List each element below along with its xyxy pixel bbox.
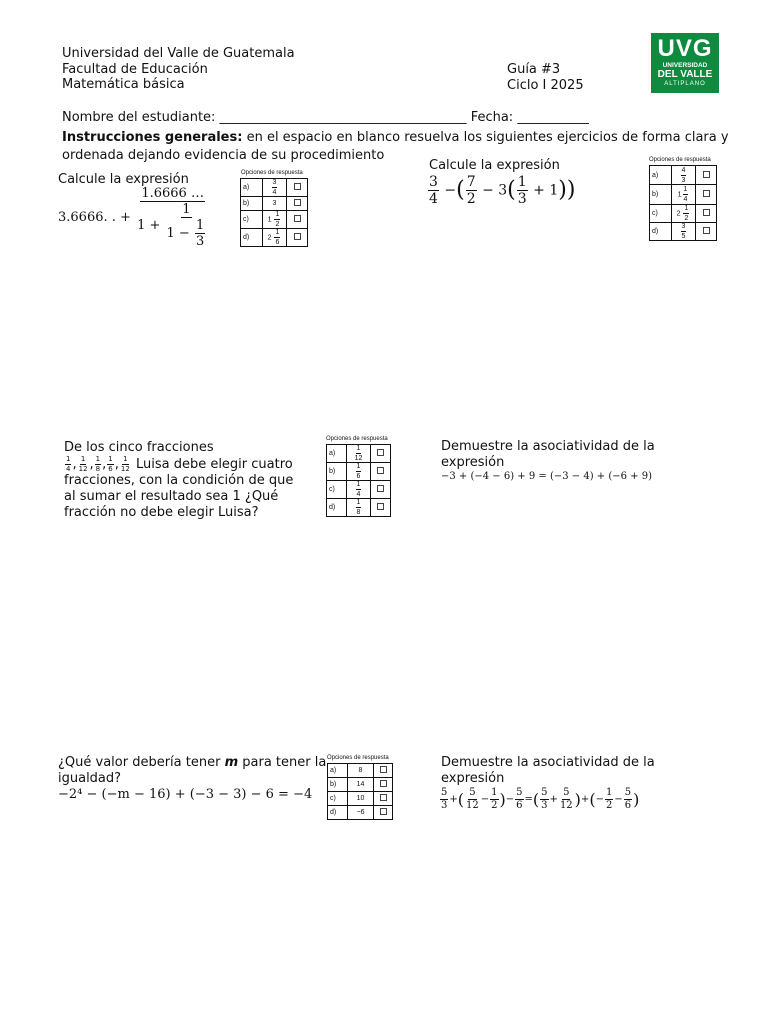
ex2-frac1 — [428, 175, 439, 206]
ex2-minus: − — [444, 182, 457, 199]
ex3-fd: 12 — [78, 465, 88, 473]
ex2-options-title: Opciones de respuesta — [649, 157, 711, 163]
ex6-n: 1 — [605, 787, 613, 798]
option-value — [263, 211, 287, 229]
option-row — [650, 185, 717, 205]
ex5-var: m — [224, 755, 239, 770]
option-checkbox[interactable] — [287, 179, 308, 197]
option-value — [672, 185, 696, 205]
ex2-tail: + 1 — [533, 182, 559, 199]
ex2-options-table — [649, 165, 717, 241]
ex3-fn: 1 — [66, 455, 71, 463]
ex1-inner-num: 1 — [182, 202, 191, 217]
ex6-d: 2 — [491, 800, 498, 811]
option-value — [263, 229, 287, 247]
exercise6-expression: $\frac{5}{3}$ +( $\frac{5}{12}$ − $\frac{1}{2}$ )− $\frac{5}{6}$ =( $\frac{5}{3}$ + $\frac{5}{12}$ )+(− $\frac{1}{2}$ − $\frac{5}{6}$ ) — [441, 787, 640, 811]
option-row — [327, 463, 391, 481]
exercise2-expression: $\frac{3}{4}$ −( $\frac{7}{2}$ − 3( $\frac{1}{3}$ + 1)) — [429, 174, 576, 207]
ex6-frac — [540, 788, 548, 811]
option-letter: c) — [327, 481, 347, 499]
ex6-d: 12 — [466, 800, 479, 811]
ex2-f3n: 1 — [517, 174, 527, 190]
ex3-fd: 8 — [95, 465, 101, 473]
option-row — [650, 166, 717, 185]
option-value — [347, 463, 371, 481]
ex6-n: 1 — [491, 787, 498, 798]
option-checkbox[interactable] — [696, 166, 717, 185]
option-checkbox[interactable] — [371, 499, 391, 517]
ex6-n: 5 — [541, 787, 548, 798]
ex6-frac — [440, 788, 448, 811]
ex2-f3d: 3 — [517, 191, 527, 207]
ex3-options-title: Opciones de respuesta — [326, 436, 388, 442]
opt-n: 1 — [275, 211, 280, 218]
checkbox-icon[interactable] — [703, 190, 710, 197]
option-letter: d) — [650, 223, 672, 241]
ex3-frac — [120, 456, 131, 473]
option-value: −6 — [348, 806, 374, 820]
option-letter: d) — [328, 806, 348, 820]
opt-whole: 1 — [267, 216, 272, 224]
option-value — [347, 499, 371, 517]
option-checkbox[interactable] — [371, 445, 391, 463]
ex6-frac — [624, 788, 632, 811]
cycle: Ciclo I 2025 — [507, 77, 584, 93]
ex3-frac — [65, 456, 71, 473]
ex3-frac — [95, 456, 101, 473]
ex1-denominator — [136, 202, 209, 248]
ex3-line4: al sumar el resultado sea 1 ¿Qué — [64, 489, 279, 504]
logo-line3: ALTIPLANO — [664, 81, 706, 87]
ex6-frac — [515, 788, 523, 811]
opt-d: 6 — [356, 473, 361, 480]
checkbox-icon[interactable] — [703, 171, 710, 178]
option-row — [327, 499, 391, 517]
ex1-main-fraction — [136, 187, 209, 248]
option-row — [327, 445, 391, 463]
opt-whole: 1 — [677, 191, 682, 199]
ex6-n: 5 — [563, 787, 570, 798]
option-row — [241, 211, 308, 229]
ex3-fn: 1 — [80, 455, 86, 463]
option-letter: b) — [650, 185, 672, 205]
option-checkbox[interactable] — [696, 185, 717, 205]
option-checkbox[interactable] — [374, 764, 393, 778]
opt-d: 4 — [272, 189, 277, 196]
option-value — [263, 179, 287, 197]
ex2-f1n: 3 — [429, 174, 438, 190]
ex2-mid: − 3 — [482, 182, 508, 199]
opt-d: 6 — [275, 239, 280, 246]
checkbox-icon[interactable] — [294, 215, 301, 222]
option-letter: c) — [241, 211, 263, 229]
checkbox-icon[interactable] — [377, 449, 384, 456]
faculty-name: Facultad de Educación — [62, 61, 208, 77]
option-letter: a) — [650, 166, 672, 185]
ex3-line1: De los cinco fracciones — [64, 440, 214, 455]
checkbox-icon[interactable] — [294, 233, 301, 240]
opt-n: 4 — [681, 166, 686, 174]
option-row — [241, 179, 308, 197]
logo-line2: DEL VALLE — [657, 69, 713, 80]
checkbox-icon[interactable] — [380, 794, 387, 801]
exercise1-prompt: Calcule la expresión — [58, 172, 189, 187]
exercise3-text — [64, 440, 314, 521]
ex6-n: 5 — [516, 787, 523, 798]
opt-d: 2 — [275, 221, 280, 228]
ex1-inner-den-lead: 1 − — [166, 226, 190, 241]
option-letter: a) — [327, 445, 347, 463]
option-value: 14 — [348, 778, 374, 792]
opt-n: 1 — [683, 186, 688, 193]
exercise4-prompt: Demuestre la asociatividad de la expresión — [441, 439, 655, 470]
option-value — [672, 205, 696, 223]
ex1-options-title: Opciones de respuesta — [241, 170, 303, 176]
option-letter: a) — [328, 764, 348, 778]
checkbox-icon[interactable] — [380, 766, 387, 773]
option-value — [672, 166, 696, 185]
logo-line1: UNIVERSIDAD — [662, 62, 708, 69]
checkbox-icon[interactable] — [380, 780, 387, 787]
option-value: 3 — [263, 197, 287, 211]
uvg-logo — [651, 33, 719, 93]
ex3-fn: 1 — [95, 455, 101, 463]
ex1-numerator: 1.6666 … — [141, 186, 204, 201]
option-checkbox[interactable] — [287, 197, 308, 211]
option-checkbox[interactable] — [371, 481, 391, 499]
checkbox-icon[interactable] — [294, 183, 301, 190]
ex3-line2: $\frac{1}{4}$ , $\frac{1}{12}$ , $\frac{1}{8}$ , $\frac{1}{6}$ , $\frac{1}{12}$ Luisa debe elegir cuatro — [66, 455, 293, 473]
ex6-d: 3 — [441, 800, 448, 811]
exercise2-prompt: Calcule la expresión — [429, 158, 560, 173]
ex6-frac — [559, 788, 574, 811]
checkbox-icon[interactable] — [377, 503, 384, 510]
ex6-n: 5 — [469, 787, 476, 798]
ex6-frac — [605, 788, 613, 811]
instructions-label: Instrucciones generales: — [62, 130, 243, 145]
ex6-d: 3 — [541, 800, 548, 811]
opt-d: 12 — [354, 455, 363, 462]
ex5-options-table — [327, 763, 393, 820]
opt-d: 2 — [684, 215, 689, 222]
opt-n: 3 — [681, 223, 686, 230]
ex6-d: 6 — [624, 800, 632, 811]
university-name: Universidad del Valle de Guatemala — [62, 46, 295, 61]
ex1-den-lead: 1 + — [137, 218, 161, 233]
exercise1-expression — [58, 187, 210, 248]
opt-d: 4 — [683, 196, 688, 203]
option-row — [328, 792, 393, 806]
opt-n: 1 — [356, 481, 361, 488]
opt-n: 3 — [272, 179, 277, 186]
ex3-fn: 1 — [108, 455, 113, 463]
ex6-n: 5 — [624, 787, 632, 798]
option-letter: c) — [328, 792, 348, 806]
exercise4-expression: −3 + (−4 − 6) + 9 = (−3 − 4) + (−6 + 9) — [441, 471, 652, 482]
ex6-d: 2 — [605, 800, 613, 811]
ex3-fd: 6 — [108, 465, 113, 473]
instructions — [62, 129, 732, 165]
option-row — [650, 205, 717, 223]
option-value: 10 — [348, 792, 374, 806]
opt-whole: 2 — [676, 210, 681, 218]
ex1-innermost-num: 1 — [195, 218, 205, 233]
ex5-prompt-b: para tener la igualdad? — [58, 755, 327, 786]
option-letter: b) — [241, 197, 263, 211]
student-name-label: Nombre del estudiante: ______________________________________ Fecha: ___________ — [62, 110, 589, 125]
opt-n: 1 — [356, 463, 361, 470]
ex3-line2-tail: Luisa debe elegir cuatro — [135, 457, 293, 472]
option-value: 8 — [348, 764, 374, 778]
ex1-options-table — [240, 178, 308, 247]
logo-uvg-text: UVG — [657, 35, 713, 62]
option-row — [241, 229, 308, 247]
checkbox-icon[interactable] — [377, 467, 384, 474]
ex1-innermost-fraction — [195, 219, 205, 248]
option-value — [672, 223, 696, 241]
guide-number: Guía #3 — [507, 62, 561, 77]
ex3-line5: fracción no debe elegir Luisa? — [64, 505, 259, 520]
ex2-f2d: 2 — [466, 191, 476, 207]
option-row — [328, 778, 393, 792]
opt-n: 1 — [356, 499, 361, 506]
opt-n: 1 — [275, 229, 280, 236]
ex5-prompt-a: ¿Qué valor debería tener — [58, 755, 225, 770]
checkbox-icon[interactable] — [703, 209, 710, 216]
option-value — [347, 481, 371, 499]
ex1-inner-den — [166, 218, 208, 248]
ex6-d: 6 — [516, 800, 523, 811]
instructions-text: en el espacio en blanco resuelva los siguientes ejercicios de forma clara y ordenada dejando evidencia de su procedimiento — [62, 130, 729, 163]
ex2-frac3 — [517, 175, 528, 206]
header-left — [62, 46, 362, 93]
option-letter: d) — [241, 229, 263, 247]
option-letter: b) — [328, 778, 348, 792]
exercise6-prompt: Demuestre la asociatividad de la expresión — [441, 755, 655, 786]
checkbox-icon[interactable] — [703, 227, 710, 234]
ex1-lead: 3.6666. . + — [58, 210, 131, 225]
ex3-fd: 12 — [120, 465, 130, 473]
option-checkbox[interactable] — [696, 205, 717, 223]
ex3-frac — [78, 456, 89, 473]
header-right — [507, 62, 627, 93]
opt-d: 8 — [356, 509, 361, 516]
opt-n: 1 — [356, 445, 361, 452]
option-checkbox[interactable] — [696, 223, 717, 241]
opt-whole: 2 — [267, 234, 272, 242]
option-row — [650, 223, 717, 241]
option-value — [347, 445, 371, 463]
option-letter: d) — [327, 499, 347, 517]
student-name-line — [62, 110, 712, 126]
ex1-inner-fraction — [166, 203, 208, 248]
checkbox-icon[interactable] — [294, 199, 301, 206]
option-row — [328, 764, 393, 778]
option-checkbox[interactable] — [287, 229, 308, 247]
ex3-fn: 1 — [123, 455, 128, 463]
ex6-d: 12 — [559, 800, 573, 811]
course-name: Matemática básica — [62, 77, 185, 92]
exercise5-expression: −2⁴ − (−m − 16) + (−3 − 3) − 6 = −4 — [58, 787, 313, 802]
option-checkbox[interactable] — [374, 778, 393, 792]
opt-d: 3 — [681, 176, 686, 184]
ex2-f2n: 7 — [466, 174, 476, 190]
ex3-frac — [107, 456, 113, 473]
option-checkbox[interactable] — [374, 792, 393, 806]
opt-d: 4 — [356, 491, 361, 498]
ex6-n: 5 — [441, 787, 448, 798]
opt-d: 5 — [681, 233, 686, 240]
option-letter: c) — [650, 205, 672, 223]
checkbox-icon[interactable] — [377, 485, 384, 492]
ex2-f1d: 4 — [429, 191, 438, 207]
ex2-frac2 — [466, 175, 477, 206]
ex5-options-title: Opciones de respuesta — [327, 755, 389, 761]
ex3-line3: fracciones, con la condición de que — [64, 473, 294, 488]
option-row — [328, 806, 393, 820]
option-letter: a) — [241, 179, 263, 197]
ex3-options-table — [326, 444, 391, 517]
ex6-frac — [490, 788, 498, 811]
ex1-innermost-den: 3 — [195, 234, 205, 249]
option-checkbox[interactable] — [287, 211, 308, 229]
option-row — [241, 197, 308, 211]
opt-n: 1 — [684, 205, 689, 212]
ex6-frac — [465, 788, 480, 811]
option-row — [327, 481, 391, 499]
checkbox-icon[interactable] — [380, 808, 387, 815]
ex3-fd: 4 — [66, 465, 71, 473]
exercise5-prompt — [58, 755, 328, 787]
option-checkbox[interactable] — [371, 463, 391, 481]
option-letter: b) — [327, 463, 347, 481]
option-checkbox[interactable] — [374, 806, 393, 820]
